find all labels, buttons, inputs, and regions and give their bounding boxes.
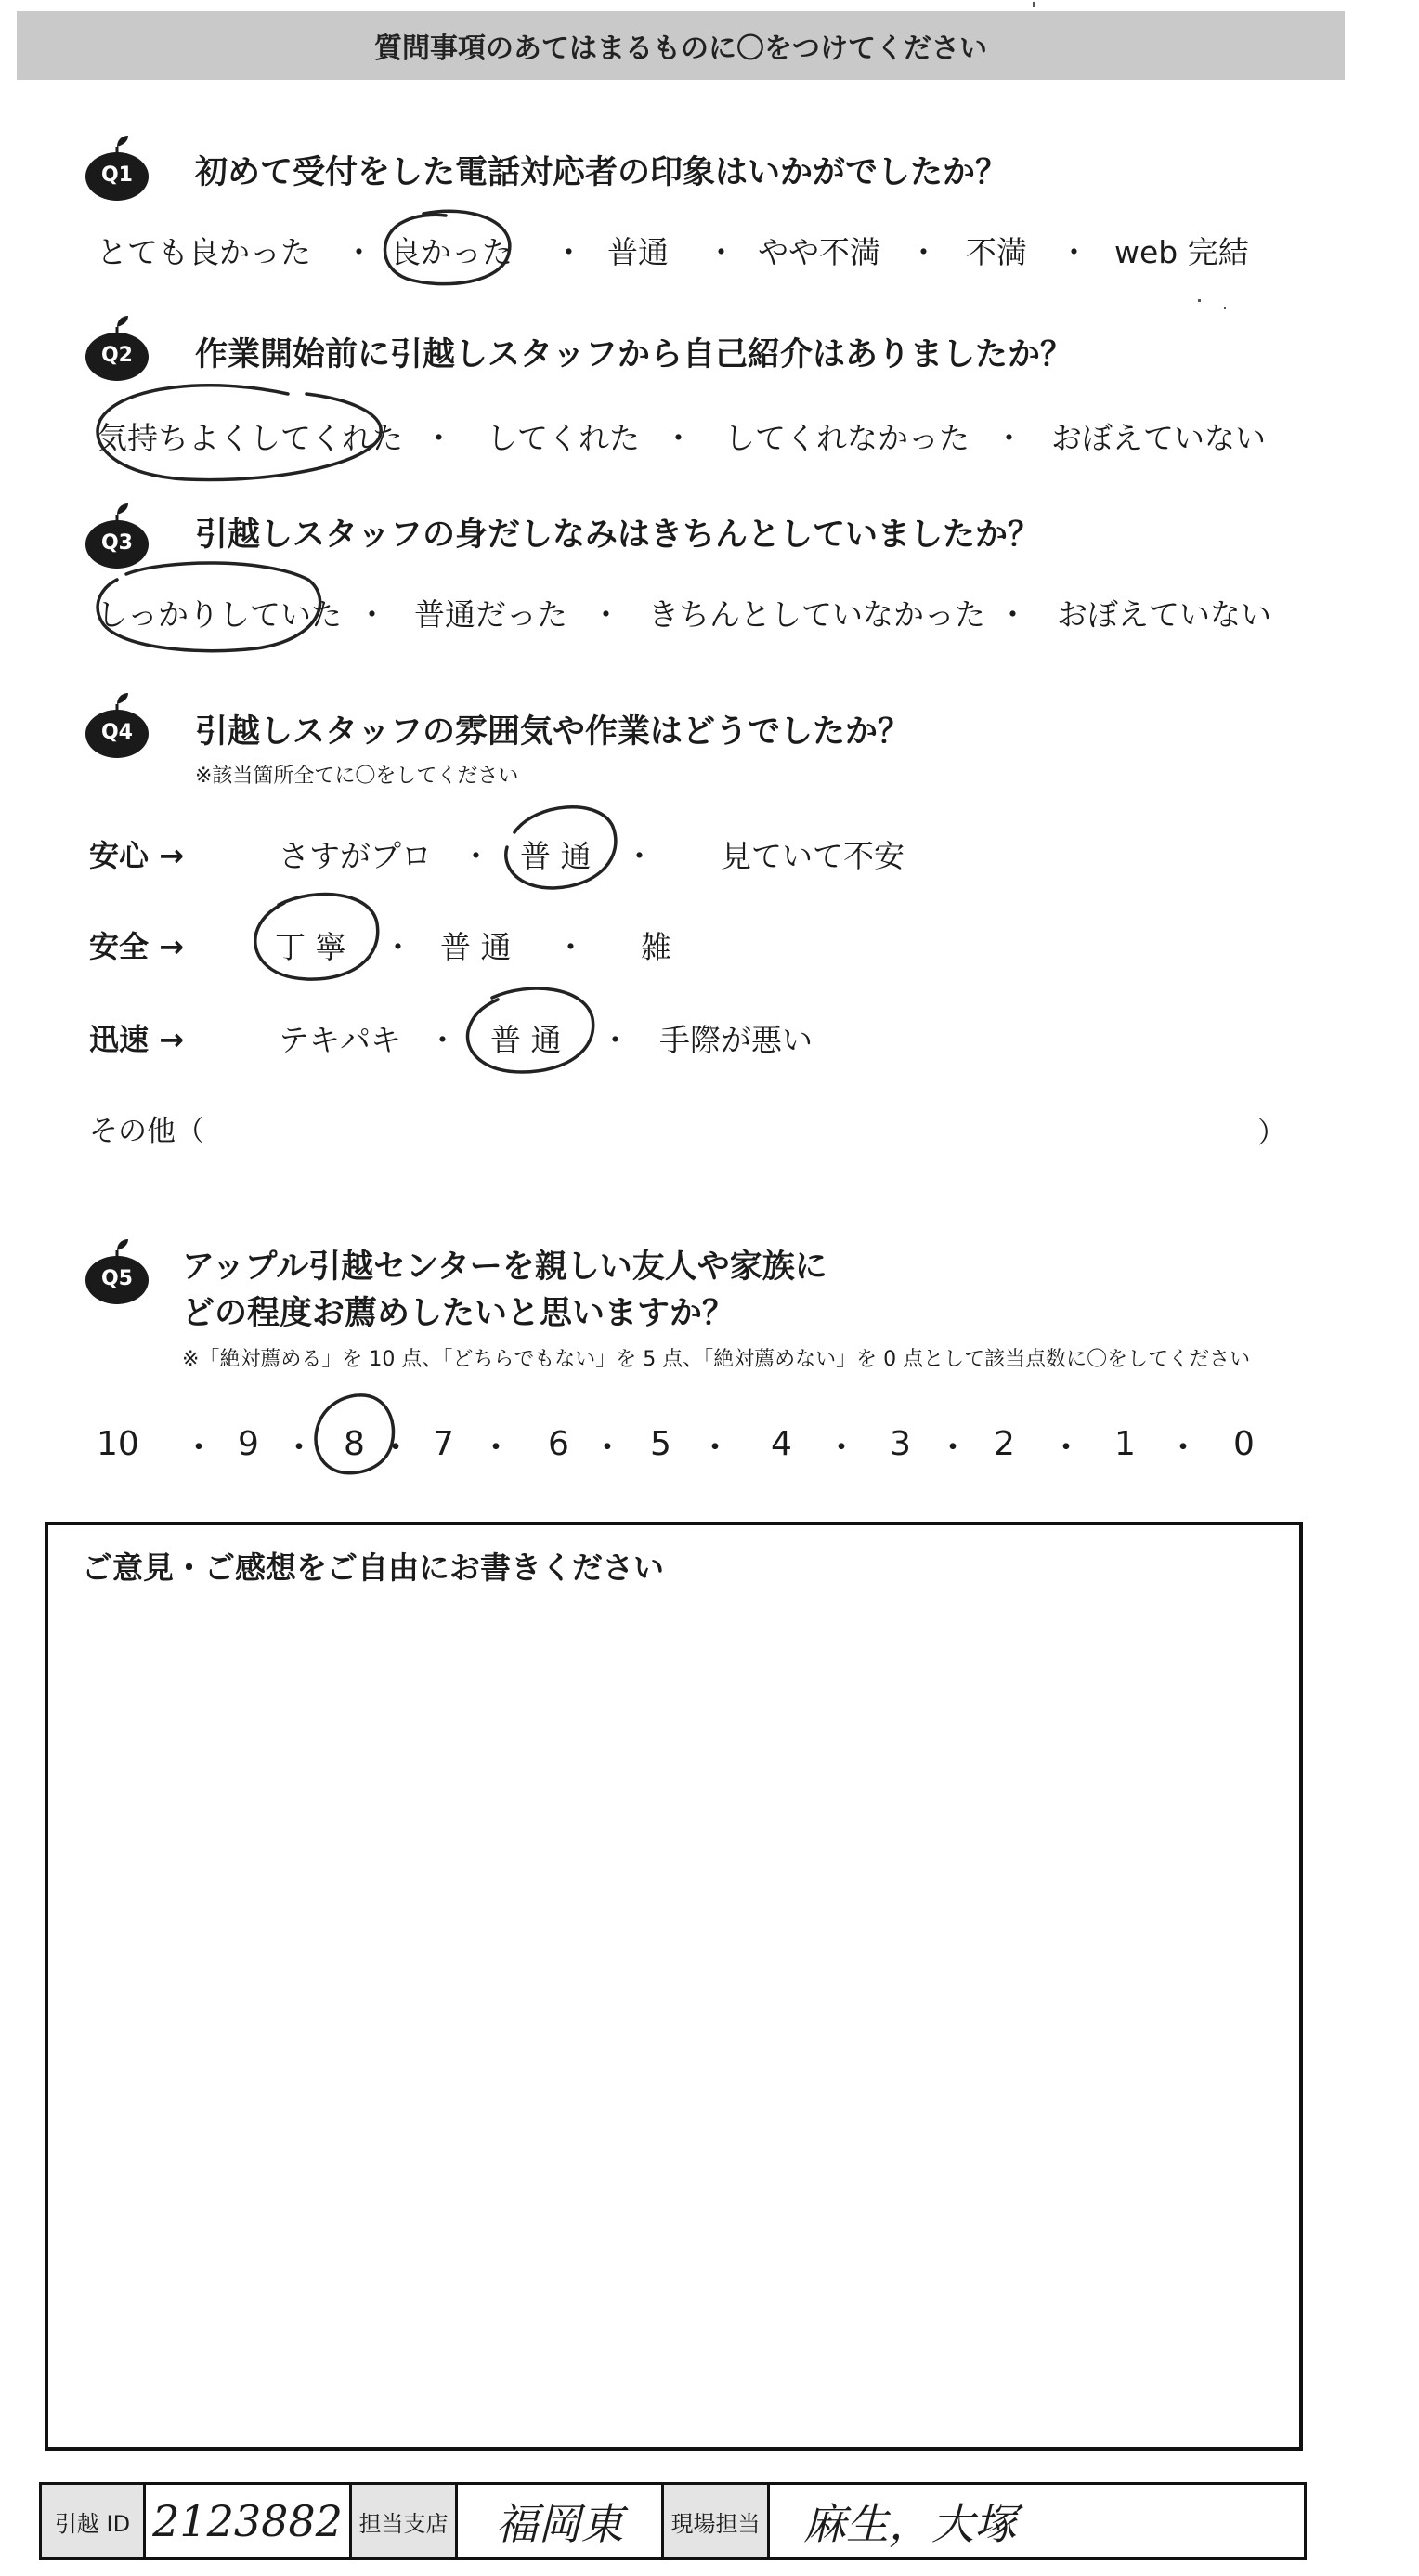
separator-dot: ・ <box>591 596 621 633</box>
separator-dot: ・ <box>182 1429 216 1467</box>
separator-dot: ・ <box>461 838 491 874</box>
separator-dot: ・ <box>663 420 694 456</box>
q4-badge-label: Q4 <box>100 721 133 744</box>
q3-selection-circle <box>89 552 340 663</box>
site-staff-value: 麻生，大塚 <box>803 2499 1017 2549</box>
branch-label: 担当支店 <box>352 2485 458 2557</box>
separator-dot: ・ <box>908 234 939 270</box>
footer-info-table <box>39 2482 1307 2560</box>
q5-score-3[interactable]: 3 <box>890 1425 911 1463</box>
q4-other-input[interactable] <box>279 1102 1244 1144</box>
q4-row-label-reassurance: 安心 → <box>89 838 184 873</box>
separator-dot: ・ <box>553 234 584 270</box>
q4-reassurance-option-pro[interactable]: さすがプロ <box>279 838 432 874</box>
q4-speed-option-brisk[interactable]: テキパキ <box>279 1022 401 1058</box>
q1-badge-label: Q1 <box>100 163 133 187</box>
separator-dot: ・ <box>624 838 655 874</box>
q2-badge-label: Q2 <box>100 344 133 367</box>
q2-option-dont-remember[interactable]: おぼえていない <box>1051 420 1266 456</box>
q5-badge-label: Q5 <box>100 1267 133 1290</box>
q4-safety-option-rough[interactable]: 雑 <box>641 929 671 965</box>
q4-note: ※該当箇所全てに〇をしてください <box>195 765 519 788</box>
q3-option-not-neat[interactable]: きちんとしていなかった <box>648 596 985 633</box>
q4-reassurance-option-normal[interactable]: 普 通 <box>520 838 592 874</box>
q3-question: 引越しスタッフの身だしなみはきちんとしていましたか？ <box>195 517 1041 554</box>
q3-option-normal[interactable]: 普通だった <box>414 596 567 633</box>
q4-speed-option-normal[interactable]: 普 通 <box>490 1022 562 1058</box>
q2-option-gladly[interactable]: 気持ちよくしてくれた <box>97 420 403 456</box>
separator-dot: ・ <box>282 1429 317 1467</box>
q1-option-good[interactable]: 良かった <box>390 234 513 270</box>
q4-safety-selection-circle <box>241 883 390 994</box>
branch-value: 福岡東 <box>458 2485 664 2557</box>
comments-box[interactable] <box>45 1522 1303 2451</box>
q2-selection-circle <box>84 373 399 494</box>
q2-question: 作業開始前に引越しスタッフから自己紹介はありましたか？ <box>195 336 1074 373</box>
q5-score-0[interactable]: 0 <box>1233 1425 1255 1463</box>
q5-score-5[interactable]: 5 <box>650 1425 671 1463</box>
q4-row-label-speed: 迅速 → <box>89 1022 184 1057</box>
separator-dot: ・ <box>379 1429 413 1467</box>
q1-option-web[interactable]: web 完結 <box>1114 234 1249 270</box>
q1-option-normal[interactable]: 普通 <box>607 234 669 270</box>
header-title: 質問事項のあてはまるものに〇をつけてください <box>374 33 987 65</box>
q3-badge-label: Q3 <box>100 531 133 555</box>
scan-speck <box>1033 2 1035 7</box>
q4-speed-selection-circle <box>455 979 604 1081</box>
q5-question-line2: どの程度お薦めしたいと思いますか？ <box>182 1295 736 1332</box>
q1-option-slightly-unsatisfied[interactable]: やや不満 <box>758 234 880 270</box>
separator-dot: ・ <box>1059 234 1089 270</box>
q4-reassurance-option-uneasy[interactable]: 見ていて不安 <box>721 838 905 874</box>
q5-score-2[interactable]: 2 <box>994 1425 1015 1463</box>
separator-dot: ・ <box>479 1429 514 1467</box>
separator-dot: ・ <box>936 1429 970 1467</box>
q5-question-line1: アップル引越センターを親しい友人や家族に <box>182 1249 827 1286</box>
q2-option-yes[interactable]: してくれた <box>487 420 640 456</box>
q5-score-7[interactable]: 7 <box>433 1425 454 1463</box>
q1-option-very-good[interactable]: とても良かった <box>97 234 311 270</box>
scan-speck <box>1224 307 1226 309</box>
q5-score-6[interactable]: 6 <box>548 1425 569 1463</box>
q5-score-10[interactable]: 10 <box>97 1425 139 1463</box>
q4-reassurance-selection-circle <box>488 795 628 897</box>
q4-other-label: その他（ <box>89 1115 204 1148</box>
q5-score-1[interactable]: 1 <box>1114 1425 1136 1463</box>
comments-label: ご意見・ご感想をご自由にお書きください <box>82 1550 664 1586</box>
separator-dot: ・ <box>997 596 1028 633</box>
separator-dot: ・ <box>825 1429 859 1467</box>
q3-option-dont-remember[interactable]: おぼえていない <box>1057 596 1271 633</box>
separator-dot: ・ <box>383 929 413 965</box>
q4-safety-option-careful[interactable]: 丁 寧 <box>275 929 346 965</box>
separator-dot: ・ <box>555 929 586 965</box>
separator-dot: ・ <box>591 1429 625 1467</box>
q1-option-unsatisfied[interactable]: 不満 <box>966 234 1027 270</box>
move-id-value: 2123882 <box>146 2485 352 2557</box>
separator-dot: ・ <box>994 420 1024 456</box>
q4-safety-option-normal[interactable]: 普 通 <box>440 929 512 965</box>
q5-score-4[interactable]: 4 <box>771 1425 792 1463</box>
separator-dot: ・ <box>427 1022 458 1058</box>
separator-dot: ・ <box>706 234 736 270</box>
q5-score-8[interactable]: 8 <box>344 1425 365 1463</box>
q4-row-label-safety: 安全 → <box>89 929 184 964</box>
page-header <box>17 11 1345 80</box>
separator-dot: ・ <box>698 1429 733 1467</box>
q5-selection-circle <box>303 1384 405 1486</box>
q4-other-close: ） <box>1257 1117 1286 1150</box>
separator-dot: ・ <box>1049 1429 1084 1467</box>
q4-question: 引越しスタッフの雰囲気や作業はどうでしたか？ <box>195 713 911 751</box>
q2-option-no[interactable]: してくれなかった <box>724 420 970 456</box>
scan-speck <box>1198 299 1201 302</box>
site-staff-label: 現場担当 <box>664 2485 770 2557</box>
separator-dot: ・ <box>423 420 454 456</box>
q4-speed-option-clumsy[interactable]: 手際が悪い <box>659 1022 813 1058</box>
q5-note: ※「絶対薦める」を 10 点、「どちらでもない」を 5 点、「絶対薦めない」を 0 点として該当点数に〇をしてください <box>182 1348 1251 1371</box>
separator-dot: ・ <box>344 234 374 270</box>
move-id-label: 引越 ID <box>42 2485 146 2557</box>
separator-dot: ・ <box>357 596 387 633</box>
q1-question: 初めて受付をした電話対応者の印象はいかがでしたか？ <box>195 154 1009 191</box>
separator-dot: ・ <box>600 1022 631 1058</box>
q1-selection-circle <box>368 204 535 297</box>
q3-option-neat[interactable]: しっかりしていた <box>97 596 342 633</box>
q5-score-9[interactable]: 9 <box>238 1425 259 1463</box>
separator-dot: ・ <box>1166 1429 1201 1467</box>
